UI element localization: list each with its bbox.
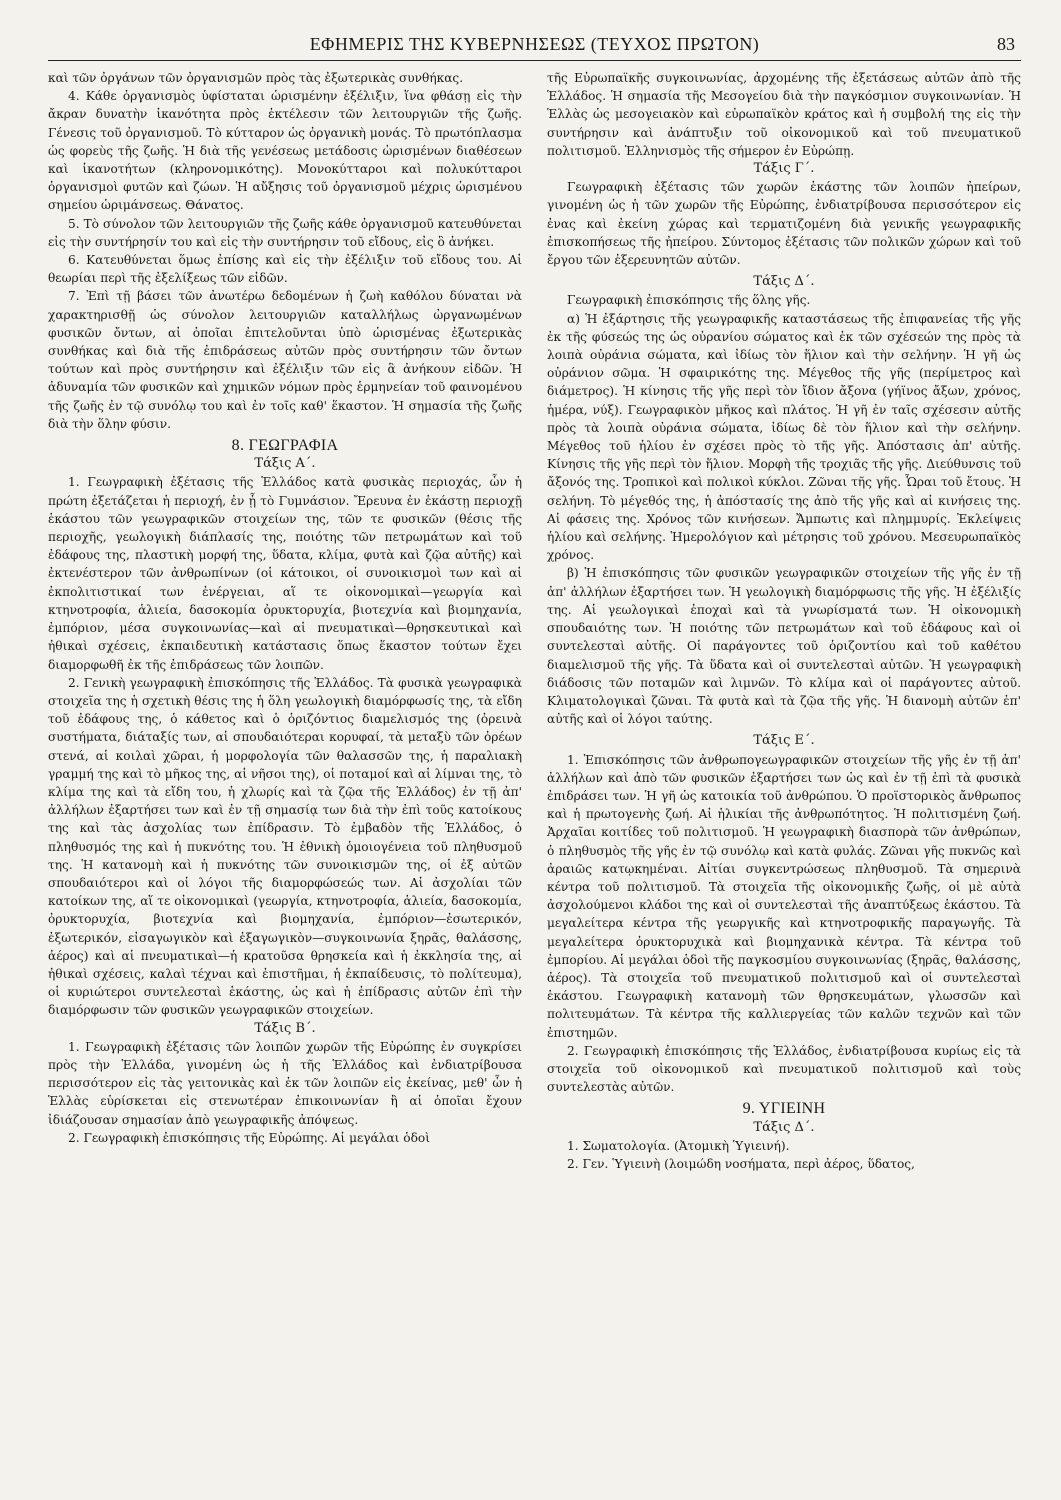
- paragraph: 2. Γενικὴ γεωγραφικὴ ἐπισκόπησις τῆς Ἑλλάδος. Τὰ φυσικὰ γεωγραφικὰ στοιχεῖα της ἡ σχετικὴ θέσις της ἡ ὅλη γεωλογικὴ διαμόρφωσίς της, τὰ εἴδη τοῦ ἐδάφους της, ὁ κάθετος καὶ ὁ ὁριζόντιος διαμελισμός της (ὀρεινὰ συστήματα, διάταξίς των, αἱ σπουδαιότεραι κορυφαί, τὰ μεταξὺ τῶν ὀρέων στενά, αἱ κοιλαὶ χῶραι, ἡ μορφολογία τῶν θαλασσῶν της, ἡ παραλιακὴ γραμμή της καὶ τὸ μῆκος της, αἱ νῆσοι της), οἱ ποταμοί καὶ αἱ λίμναι της, τὸ κλίμα της καὶ τὰ εἴδη του, ἡ χλωρίς καὶ τὰ ζῷα τῆς Ἑλλάδος) ἐν τῇ ἀπ' ἀλλήλων ἐξαρτήσει των καὶ ἐν τῇ σημασίᾳ των διὰ τὴν ἐπὶ τοῦς κατοίκους της καὶ τὰς ἀσχολίας των ἐπίδρασιν. Τὸ ἐμβαδὸν τῆς Ἑλλάδος, ὁ πληθυσμός της καὶ ἡ πυκνότης του. Ἡ ἐθνικὴ ὁμοιογένεια τοῦ πληθυσμοῦ της. Ἡ κατανομὴ καὶ ἡ πυκνότης τῶν συνοικισμῶν της, οἱ ἐξ αὐτῶν σπουδαιότεροι καὶ οἱ λόγοι τῆς διαμορφώσεώς των. Αἱ ἀσχολίαι τῶν κατοίκων της, αἵ τε οἰκονομικαὶ (γεωργία, κτηνοτροφία, ἁλιεία, δασοκομία, ὀρυκτορυχία, βιοτεχνία καὶ βιομηχανία, ἐμπόριον—ἐσωτερικόν, ἐξωτερικόν, εἰσαγωγικὸν καὶ ἐξαγωγικὸν—συγκοινωνία ξηρᾶς, θαλάσσης, ἀέρος) καὶ αἱ πνευματικαὶ—ἡ κρατοῦσα θρησκεία καὶ ἡ ἐκκλησία της, αἱ ἠθικαὶ σχέσεις, καλαὶ τέχναι καὶ ἐπιστῆμαι, ἡ ἐκπαίδευσις, τὸ πολίτευμα), οἱ κυριώτεροι συντελεσταὶ ἑκάστης, ὡς καὶ ἡ ἐπίδρασις αὐτῶν ἐπὶ τὴν διαμόρφωσιν τῶν φυσικῶν γεωγραφικῶν στοιχείων.: [48, 675, 522, 1018]
- paragraph: α) Ἡ ἐξάρτησις τῆς γεωγραφικῆς καταστάσεως τῆς ἐπιφανείας τῆς γῆς ἐκ τῆς φύσεώς της ὡς οὐρανίου σώματος καὶ ἐκ τῶν σχέσεών της πρὸς τὰ λοιπὰ οὐράνια σώματα, καὶ ἰδίως τὸν ἥλιον καὶ τὴν σελήνην. Ἡ γῆ ὡς οὐράνιον σῶμα. Ἡ σφαιρικότης της. Μέγεθος τῆς γῆς (περίμετρος καὶ διάμετρος). Ἡ κίνησις τῆς γῆς περὶ τὸν ἴδιον ἄξονα (γήϊνος ἄξων, χρόνος, ἡμέρα, νύξ). Γεωγραφικὸν μῆκος καὶ πλάτος. Ἡ γῆ ἐν ταῖς σχέσεσιν αὐτῆς πρὸς τὰ λοιπὰ οὐράνια σώματα, ἰδίως δὲ τὸν ἥλιον καὶ τὴν σελήνην. Μέγεθος τοῦ ἡλίου ἐν σχέσει πρὸς τὸ τῆς γῆς. Ἀπόστασις ἀπ' αὐτῆς. Κίνησις τῆς γῆς περὶ τὸν ἥλιον. Μορφὴ τῆς τροχιᾶς τῆς γῆς. Διεύθυνσις τοῦ ἄξονός της. Τροπικοὶ καὶ πολικοὶ κύκλοι. Ζῶναι τῆς γῆς. Ὧραι τοῦ ἔτους. Ἡ σελήνη. Τὸ μέγεθός της, ἡ ἀπόστασίς της ἀπὸ τῆς γῆς καὶ αἱ κινήσεις της. Αἱ φάσεις της. Χρόνος τῶν κινήσεων. Ἄμπωτις καὶ πλημμυρίς. Ἐκλείψεις ἡλίου καὶ σελήνης. Ἡμερολόγιον καὶ μέτρησις τοῦ χρόνου. Μεσευρωπαϊκὸς χρόνος.: [547, 311, 1021, 563]
- paragraph: Γεωγραφικὴ ἐπισκόπησις τῆς ὅλης γῆς.: [567, 293, 811, 308]
- class-heading: Τάξις Δ΄.: [753, 1119, 815, 1135]
- class-heading: Τάξις Α΄.: [254, 456, 316, 472]
- paragraph: 2. Γεωγραφικὴ ἐπισκόπησις τῆς Εὐρώπης. Αἱ μεγάλαι ὁδοὶ: [68, 1130, 430, 1145]
- section-heading-hygiene: 9. ΥΓΙΕΙΝΗ: [742, 1100, 826, 1118]
- right-column: [547, 69, 1021, 1173]
- paragraph: Γεωγραφικὴ ἐξέτασις τῶν χωρῶν ἑκάστης τῶν λοιπῶν ἠπείρων, γινομένη ὡς ἡ τῶν χωρῶν τῆς Εὐρώπης, ἐνδιατρίβουσα περισσότερον εἰς ἐνας καὶ ἐκείνη χώρας καὶ τερματιζομένη διὰ γενικῆς γεωγραφικῆς ἐπισκοπήσεως τῆς ἠπείρου. Σύντομος ἐξέτασις τῶν πολικῶν χώρων καὶ τοῦ ἔργου τῶν ἐξερευνητῶν αὐτῶν.: [547, 180, 1021, 268]
- paragraph: καὶ τῶν ὀργάνων τῶν ὀργανισμῶν πρὸς τὰς ἐξωτερικὰς συνθήκας.: [48, 71, 464, 85]
- class-heading: Τάξις Γ΄.: [753, 161, 815, 177]
- gazette-title: ΕΦΗΜΕΡΙΣ ΤΗΣ ΚΥΒΕΡΝΗΣΕΩΣ (ΤΕΥΧΟΣ ΠΡΩΤΟΝ): [309, 34, 760, 54]
- page-header: [48, 28, 1021, 61]
- paragraph: 1. Γεωγραφικὴ ἐξέτασις τῶν λοιπῶν χωρῶν τῆς Εὐρώπης ἐν συγκρίσει πρὸς τὴν Ἑλλάδα, γινομένη ὡς ἡ τῆς Ἑλλάδος καὶ ἐνδιατρίβουσα περισσότερον εἰς τὰς γειτονικὰς καὶ ἐκ τῶν λοιπῶν εἰς ἐκείνας, μεθ' ὧν ἡ Ἑλλὰς εὑρίσκεται εἰς στενωτέραν ἐπικοινωνίαν ἢ αἱ ὁποῖαι ἔχουν ἰδιάζουσαν σημασίαν ἀπὸ γεωγραφικῆς ἀπόψεως.: [48, 1039, 522, 1127]
- paragraph: 7. Ἐπὶ τῇ βάσει τῶν ἀνωτέρω δεδομένων ἡ ζωὴ καθόλου δύναται νὰ χαρακτηρισθῇ ὡς σύνολον λειτουργιῶν καταλλήλως ὠργανωμένων φυσικῶν ὄντων, αἱ ὁποῖαι ἐπιτελοῦνται ὑπὸ ὡρισμένας ἐξωτερικὰς συνθήκας καὶ διὰ τῆς ἐπιδράσεως αὐτῶν πρὸς συντήρησιν τῶν ὄντων τούτων καὶ πρὸς συντήρησιν καὶ ἐξέλιξιν τῶν εἰς ἃ ἀνήκουν εἰδῶν. Ἡ ἀδυναμία τῶν φυσικῶν καὶ χημικῶν νόμων πρὸς ἑρμηνείαν τοῦ φαινομένου τῆς ζωῆς ἐν τῷ συνόλῳ του καὶ ἐν τοῖς καθ' ἕκαστον. Ἡ σημασία τῆς ζωῆς διὰ τὴν ὅλην φύσιν.: [48, 289, 522, 431]
- left-column: [48, 69, 522, 1173]
- paragraph: τῆς Εὐρωπαϊκῆς συγκοινωνίας, ἀρχομένης τῆς ἐξετάσεως αὐτῶν ἀπὸ τῆς Ἑλλάδος. Ἡ σημασία τῆς Μεσογείου διὰ τὴν παγκόσμιον συγκοινωνίαν. Ἡ Ἑλλὰς ὡς μεσογειακὸν καὶ εὐρωπαϊκὸν κράτος καὶ ἡ συμβολή της εἰς τὴν συντήρησιν καὶ ἀνάπτυξιν τοῦ οἰκονομικοῦ καὶ τοῦ πνευματικοῦ πολιτισμοῦ. Ἑλληνισμὸς τῆς σήμερον ἐν Εὐρώπῃ.: [547, 71, 1021, 158]
- paragraph: 6. Κατευθύνεται ὅμως ἐπίσης καὶ εἰς τὴν ἐξέλιξιν τοῦ εἴδους του. Αἱ θεωρίαι περὶ τῆς ἐξελίξεως τῶν εἰδῶν.: [48, 253, 522, 286]
- text-columns: [48, 69, 1021, 1173]
- paragraph: 5. Τὸ σύνολον τῶν λειτουργιῶν τῆς ζωῆς κάθε ὀργανισμοῦ κατευθύνεται εἰς τὴν συντήρησίν του καὶ εἰς τὴν συντήρησιν τοῦ εἴδους, εἰς ὃ ἀνήκει.: [48, 216, 522, 249]
- paragraph: 1. Ἐπισκόπησις τῶν ἀνθρωπογεωγραφικῶν στοιχείων τῆς γῆς ἐν τῇ ἀπ' ἀλλήλων καὶ ἀπὸ τῶν φυσικῶν ἐξαρτήσει των ὡς καὶ ἐν τῇ ἐπὶ τὰ φυσικὰ ἐπιδράσει των. Ἡ γῆ ὡς κατοικία τοῦ ἀνθρώπου. Ὁ προϊστορικὸς ἄνθρωπος καὶ ἡ πρωτογενὴς ζωή. Αἱ ἡλικίαι τῆς ἀνθρωπότητος. Ἡ πολιτισμένη ζωή. Ἀρχαῖαι κοιτίδες τοῦ πολιτισμοῦ. Ἡ γεωγραφικὴ διασπορὰ τῶν ἀνθρώπων, ὁ πληθυσμὸς τῆς γῆς ἐν τῷ συνόλῳ καὶ κατὰ φυλάς. Ζῶναι γῆς πυκνῶς καὶ ἀραιῶς κατῳκημέναι. Αἰτίαι συγκεντρώσεως πληθυσμοῦ. Τὰ σημερινὰ κέντρα τοῦ πολιτισμοῦ. Τὰ στοιχεῖα τῆς οἰκονομικῆς ζωῆς, οἱ μὲ αὐτὰ ἀσχολούμενοι κλάδοι της καὶ οἱ συντελεσταὶ τῆς ἀναπτύξεως ἑκάστου. Τὰ μεγαλείτερα κέντρα τῆς γεωργικῆς καὶ κτηνοτροφικῆς παραγωγῆς. Τὰ μεγαλείτερα ὀρυκτορυχικὰ καὶ βιομηχανικὰ κέντρα. Τὰ κέντρα τοῦ ἐμπορίου. Αἱ μεγάλαι ὁδοὶ τῆς παγκοσμίου συγκοινωνίας (ξηρᾶς, θαλάσσης, ἀέρος). Τὰ στοιχεῖα τοῦ πνευματικοῦ πολιτισμοῦ καὶ οἱ συντελεσταὶ ἑκάστου. Γεωγραφικὴ κατανομὴ τῶν θρησκευμάτων, γλωσσῶν καὶ πολιτευμάτων. Τὰ κέντρα τῆς καλλιεργείας τῶν καλῶν τεχνῶν καὶ τῶν ἐπιστημῶν.: [547, 752, 1021, 1040]
- class-heading: Τάξις Δ΄.: [753, 274, 815, 290]
- page-number: 83: [997, 34, 1015, 54]
- paragraph: 1. Σωματολογία. (Ἀτομικὴ Ὑγιεινή).: [567, 1138, 790, 1153]
- paragraph: 1. Γεωγραφικὴ ἐξέτασις τῆς Ἑλλάδος κατὰ φυσικὰς περιοχάς, ὧν ἡ πρώτη ἐξετάζεται ἡ περιοχή, ἐν ᾗ τὸ Γυμνάσιον. Ἔρευνα ἐν ἑκάστῃ περιοχῇ ἑκάστου τῶν γεωγραφικῶν στοιχείων της, τῶν τε φυσικῶν (θέσις τῆς περιοχῆς, γεωλογικὴ διάπλασίς της, ποιότης τῶν πετρωμάτων καὶ τοῦ ἐδάφους της, πλαστικὴ μορφή της, ὕδατα, κλίμα, φυτὰ καὶ ζῷα αὐτῆς) καὶ ἐκτενέστερον τῶν ἀνθρωπίνων (οἱ κάτοικοι, οἱ συνοικισμοὶ των καὶ αἱ ἐκπολιτιστικαί των ἐνέργειαι, αἵ τε οἰκονομικαὶ—γεωργία καὶ κτηνοτροφία, ἁλιεία, δασοκομία ὀρυκτορυχία, βιοτεχνία καὶ βιομηχανία, ἐμπόριον, μέσα συγκοινωνίας—καὶ αἱ πνευματικαὶ—θρησκευτικαὶ καὶ ἠθικαὶ σχέσεις, ἐκπαιδευτικὴ κατάστασις ὅπως ἕκαστον τούτων ἔχει διαμορφωθῆ ἐκ τῆς ἐπιδράσεως τῶν λοιπῶν.: [48, 475, 522, 672]
- section-heading-geography: 8. ΓΕΩΓΡΑΦΙΑ: [231, 437, 339, 455]
- paragraph: 2. Γεωγραφικὴ ἐπισκόπησις τῆς Ἑλλάδος, ἐνδιατρίβουσα κυρίως εἰς τὰ στοιχεῖα τοῦ οἰκονομικοῦ καὶ πνευματικοῦ πολιτισμοῦ καὶ τοὺς συντελεστὰς αὐτῶν.: [547, 1043, 1021, 1095]
- class-heading: Τάξις Β΄.: [254, 1020, 316, 1036]
- paragraph: 2. Γεν. Ὑγιεινὴ (λοιμώδη νοσήματα, περὶ ἀέρος, ὕδατος,: [567, 1156, 915, 1171]
- paragraph: 4. Κάθε ὀργανισμὸς ὑφίσταται ὡρισμένην ἐξέλιξιν, ἵνα φθάσῃ εἰς τὴν ἄκραν δυνατὴν ἱκανότητα πρὸς ἐκτέλεσιν τῶν λειτουργιῶν τῆς ζωῆς. Γένεσις τοῦ ὀργανισμοῦ. Τὸ κύτταρον ὡς ὀργανικὴ μονάς. Τὸ πρωτόπλασμα ὡς φορεὺς τῆς ζωῆς. Ἡ διὰ τῆς γενέσεως μετάδοσις ὡρισμένων διαθέσεων καὶ ἱκανοτήτων (κληρονομικότης). Μονοκύτταροι καὶ πολυκύτταροι ὀργανισμοὶ φυτῶν καὶ ζώων. Ἡ αὔξησις τοῦ ὀργανισμοῦ μέχρις ὡρισμένου σημείου ὡριμάνσεως. Θάνατος.: [48, 89, 522, 213]
- class-heading: Τάξις Ε΄.: [753, 733, 815, 749]
- paragraph: β) Ἡ ἐπισκόπησις τῶν φυσικῶν γεωγραφικῶν στοιχείων τῆς γῆς ἐν τῇ ἀπ' ἀλλήλων ἐξαρτήσει των. Ἡ γεωλογικὴ διαμόρφωσις τῆς γῆς. Ἡ ἐξέλιξίς της. Αἱ γεωλογικαὶ ἐποχαὶ καὶ τὰ γνωρίσματά των. Ἡ οἰκονομικὴ σπουδαιότης των. Ἡ ποιότης τῶν πετρωμάτων καὶ τοῦ ἐδάφους καὶ οἱ συντελεσταὶ αὐτῆς. Οἱ παράγοντες τοῦ ὁριζοντίου καὶ τοῦ καθέτου διαμελισμοῦ τῆς γῆς. Τὰ ὕδατα καὶ οἱ συντελεσταὶ αὐτῶν. Ἡ γεωγραφικὴ διάδοσις τῶν ποταμῶν καὶ λιμνῶν. Τὸ κλίμα καὶ οἱ παράγοντες αὐτοῦ. Κλιματολογικαὶ ζῶναι. Τὰ φυτὰ καὶ τὰ ζῷα τῆς γῆς. Ἡ διανομὴ αὐτῶν ἐπ' αὐτῆς καὶ οἱ λόγοι ταύτης.: [547, 566, 1021, 727]
